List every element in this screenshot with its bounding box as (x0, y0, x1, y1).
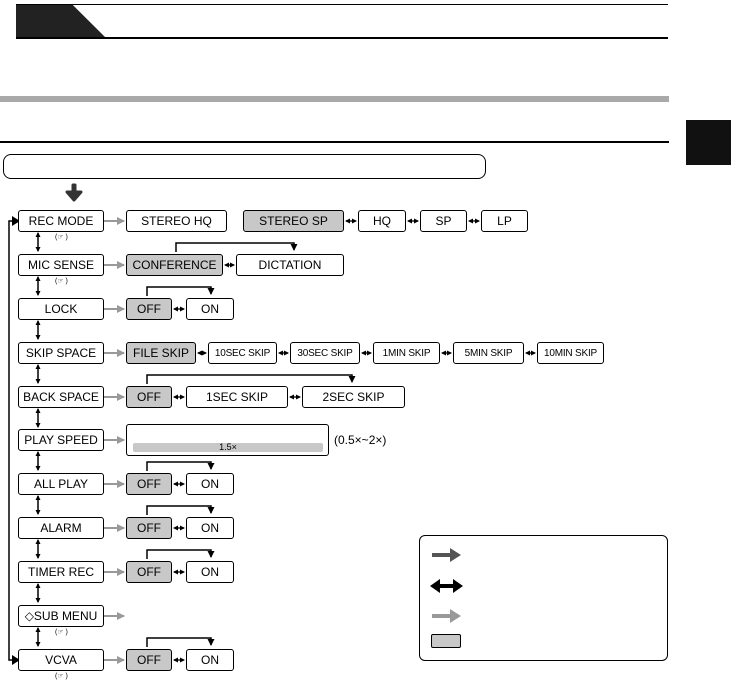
play-speed-panel[interactable] (126, 424, 329, 456)
option-stereo-sp[interactable]: STEREO SP (243, 210, 344, 232)
option-1min-skip[interactable]: 1MIN SKIP (373, 342, 440, 364)
menu-item-mic-sense[interactable]: MIC SENSE (18, 254, 104, 276)
option-10min-skip[interactable]: 10MIN SKIP (537, 342, 604, 364)
option-vcva-off[interactable]: OFF (126, 649, 172, 671)
play-speed-bar[interactable]: 1.5× (133, 443, 323, 452)
option-10sec-skip[interactable]: 10SEC SKIP (208, 342, 277, 364)
option-back-off[interactable]: OFF (126, 386, 172, 408)
option-stereo-hq[interactable]: STEREO HQ (126, 210, 227, 232)
option-lock-on[interactable]: ON (186, 298, 234, 320)
menu-item-all-play[interactable]: ALL PLAY (18, 473, 104, 495)
option-vcva-on[interactable]: ON (186, 649, 234, 671)
option-timer-on[interactable]: ON (186, 561, 234, 583)
option-5min-skip[interactable]: 5MIN SKIP (453, 342, 524, 364)
menu-item-lock[interactable]: LOCK (18, 298, 104, 320)
menu-item-sub-menu[interactable]: ◇SUB MENU (18, 605, 104, 627)
menu-item-play-speed[interactable]: PLAY SPEED (18, 429, 104, 451)
option-lp[interactable]: LP (481, 210, 528, 232)
page-ref: (☞ ) (55, 278, 68, 285)
menu-item-rec-mode[interactable]: REC MODE (18, 210, 104, 232)
menu-item-back-space[interactable]: BACK SPACE (18, 386, 104, 408)
option-hq[interactable]: HQ (358, 210, 406, 232)
menu-item-alarm[interactable]: ALARM (18, 517, 104, 539)
option-1sec-skip[interactable]: 1SEC SKIP (186, 386, 288, 408)
option-file-skip[interactable]: FILE SKIP (126, 342, 196, 364)
option-30sec-skip[interactable]: 30SEC SKIP (290, 342, 360, 364)
option-2sec-skip[interactable]: 2SEC SKIP (302, 386, 405, 408)
page-ref: (☞ ) (55, 673, 68, 680)
option-lock-off[interactable]: OFF (126, 298, 172, 320)
legend-swatch-gray-box-icon (431, 634, 461, 648)
menu-item-timer-rec[interactable]: TIMER REC (18, 561, 104, 583)
option-allplay-off[interactable]: OFF (126, 473, 172, 495)
menu-item-skip-space[interactable]: SKIP SPACE (18, 342, 104, 364)
option-sp[interactable]: SP (420, 210, 467, 232)
option-timer-off[interactable]: OFF (126, 561, 172, 583)
option-alarm-off[interactable]: OFF (126, 517, 172, 539)
page-ref: (☞ ) (55, 629, 68, 636)
option-allplay-on[interactable]: ON (186, 473, 234, 495)
menu-item-vcva[interactable]: VCVA (18, 649, 104, 671)
page-ref: (☞ ) (55, 234, 68, 241)
option-dictation[interactable]: DICTATION (236, 254, 344, 276)
option-conference[interactable]: CONFERENCE (126, 254, 223, 276)
option-alarm-on[interactable]: ON (186, 517, 234, 539)
play-speed-range: (0.5×~2×) (334, 433, 387, 447)
